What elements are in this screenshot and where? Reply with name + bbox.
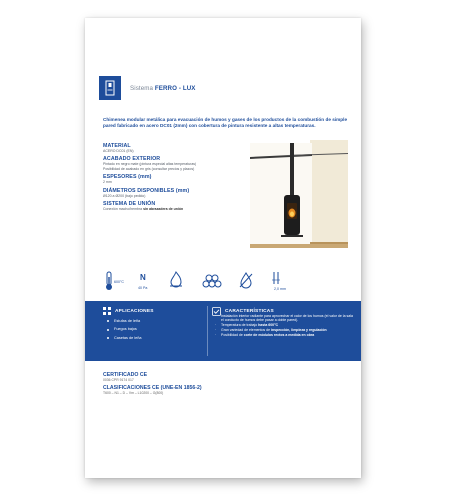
spec-value [103,207,223,211]
list-item-bold: inspección, limpieza y regulación [271,328,327,333]
caracteristicas-list [215,314,355,338]
aplicaciones-title: APLICACIONES [115,308,154,314]
list-item-text: Posibilidad de [221,333,244,338]
thickness-icon [271,270,289,286]
certificado-value: 0036 CPR 9174 017 [103,378,134,382]
clasificaciones-value: T600 – N1 – D – Vm – L10200 – G(800) [103,391,164,396]
soot-fire-icon [166,270,186,290]
spec-value: Ø120 a Ø200 (bajo pedido) [103,193,146,198]
wall-thickness-feature [271,270,289,291]
clasificaciones-label: CLASIFICACIONES CE (UNE-EN 1856-2) [103,385,202,392]
spec-label: MATERIAL [103,143,131,149]
list-item [215,328,355,332]
spec-value: Posibilidad de acabado en gris (consultar precios y plazos) [103,166,195,171]
product-description: Chimenea modular metálica para evacuación de humos y gases de los productos de la combustión de simple pared fabricado en acero DC01 (2mm) con cobertura de pintura resistente a altas temperaturas. [103,117,348,129]
temperature-label: 600°C [114,280,125,284]
spec-finish [103,156,223,171]
list-item-text: Temperatura de trabajo [221,323,259,328]
spec-value: 2 mm [103,180,112,185]
product-title [130,85,196,92]
list-item [215,323,355,327]
list-item-text: Instalación interior radiante para aprovechar el calor de los humos (el valor de la sala el conducto de humos debe pasar a doble pared). [221,314,353,323]
list-item-bold: hasta 600°C [258,323,279,328]
aplicaciones-list [107,317,141,342]
spec-diameters [103,188,223,198]
features-band [85,301,361,361]
spec-value: Pintado en negro mate (pintura especial altas temperaturas) [103,162,197,167]
list-item [215,314,355,323]
wood-logs-icon [201,270,223,290]
thermometer-icon [101,270,123,292]
thickness-label: 2,0 mm [274,287,286,291]
certificado-label: CERTIFICADO CE [103,372,148,378]
list-item-text: Gran variedad de elementos de [221,328,272,333]
fuel-wood-feature [201,270,223,290]
certification-block [103,372,343,398]
spec-label: DIÁMETROS DISPONIBLES (mm) [103,187,190,194]
list-item: Fuegos bajos [107,325,141,333]
list-item-bold: corte de módulos rectos a medida en obra [243,333,315,338]
spec-label: ESPESORES (mm) [103,174,152,181]
spec-label: ACABADO EXTERIOR [103,156,161,163]
pressure-letter: N [140,273,146,282]
dry-condition-icon [236,270,256,290]
temperature-feature [101,270,123,292]
product-header [99,76,196,100]
spec-union [103,201,223,211]
chimney-logo-icon [99,76,121,100]
union-text: Conexión macho/hembra [103,207,144,212]
spec-value: ACERO DC01 (EN) [103,149,134,153]
spec-list [103,143,223,215]
union-bold: sin abrazadera de unión [143,207,184,212]
aplicaciones-heading [103,307,154,315]
grid-icon [103,307,111,315]
section-divider [207,306,208,356]
product-photo [250,140,350,248]
pressure-label: 40 Pa [138,286,148,290]
soot-resistance-feature [166,270,186,290]
spec-material [103,143,223,153]
spec-label: SISTEMA DE UNIÓN [103,201,156,208]
spec-thickness [103,174,223,184]
list-item: Casetas de leña [107,334,141,342]
list-item: Estufas de leña [107,317,141,325]
pressure-gauge-icon [131,270,157,294]
humidity-feature [236,270,256,290]
product-title-name: FERRO - LUX [154,84,196,92]
caracteristicas-title: CARACTERÍSTICAS [225,309,274,314]
pressure-feature [131,270,157,294]
list-item [215,333,355,337]
feature-icons [101,270,351,298]
product-title-prefix: Sistema [130,84,155,92]
datasheet-page [85,18,361,478]
